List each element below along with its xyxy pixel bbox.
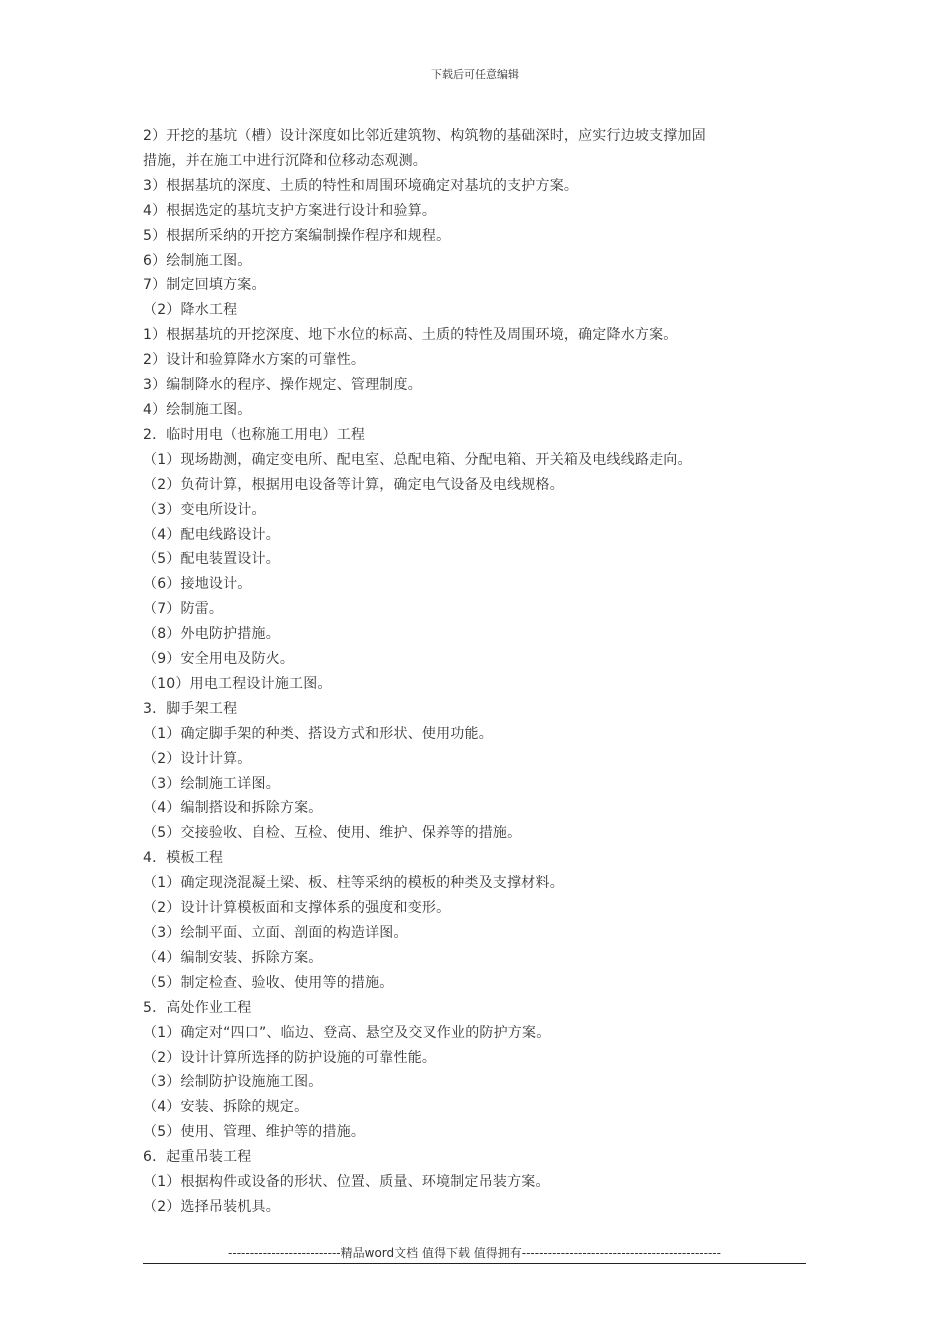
text-line: （4）编制搭设和拆除方案。	[143, 800, 323, 817]
text-line: （6）接地设计。	[143, 576, 252, 593]
text-line: （1）确定脚手架的种类、搭设方式和形状、使用功能。	[143, 725, 493, 742]
text-line: 1）根据基坑的开挖深度、地下水位的标高、土质的特性及周围环境，确定降水方案。	[143, 327, 678, 344]
text-line: 3）编制降水的程序、操作规定、管理制度。	[143, 377, 422, 394]
text-line: （2）负荷计算，根据用电设备等计算，确定电气设备及电线规格。	[143, 476, 564, 493]
section-heading: 6．起重吊装工程	[143, 1149, 252, 1166]
text-line: （4）编制安装、拆除方案。	[143, 949, 323, 966]
text-line: （5）制定检查、验收、使用等的措施。	[143, 974, 394, 991]
section-heading: 4．模板工程	[143, 850, 224, 867]
text-line: （1）现场勘测，确定变电所、配电室、总配电箱、分配电箱、开关箱及电线线路走向。	[143, 451, 692, 468]
footer-divider	[143, 1263, 806, 1264]
text-line: （1）确定对“四口”、临边、登高、悬空及交叉作业的防护方案。	[143, 1024, 551, 1041]
text-line: 3）根据基坑的深度、土质的特性和周围环境确定对基坑的支护方案。	[143, 177, 579, 194]
document-body	[143, 124, 823, 1220]
text-line: （1）根据构件或设备的形状、位置、质量、环境制定吊装方案。	[143, 1174, 550, 1191]
text-line: （2）选择吊装机具。	[143, 1198, 280, 1215]
text-line: 7）制定回填方案。	[143, 277, 266, 294]
text-line: （2）设计计算。	[143, 750, 252, 767]
text-line: （2）设计计算所选择的防护设施的可靠性能。	[143, 1049, 437, 1066]
text-line: （3）绘制防护设施施工图。	[143, 1074, 323, 1091]
text-line: （4）配电线路设计。	[143, 526, 280, 543]
text-line: 5）根据所采纳的开挖方案编制操作程序和规程。	[143, 227, 451, 244]
text-line: （3）绘制平面、立面、剖面的构造详图。	[143, 925, 408, 941]
text-line: （10）用电工程设计施工图。	[143, 675, 332, 692]
text-line: 2）开挖的基坑（槽）设计深度如比邻近建筑物、构筑物的基础深时，应实行边坡支撑加固	[143, 128, 706, 144]
section-heading: （2）降水工程	[143, 302, 238, 319]
header-note: 下载后可任意编辑	[431, 68, 519, 81]
text-line: （5）使用、管理、维护等的措施。	[143, 1124, 366, 1141]
text-line: 4）绘制施工图。	[143, 401, 252, 418]
text-line: 4）根据选定的基坑支护方案进行设计和验算。	[143, 202, 437, 219]
text-line: 6）绘制施工图。	[143, 252, 252, 269]
text-line: （5）配电装置设计。	[143, 551, 280, 568]
text-line: 2）设计和验算降水方案的可靠性。	[143, 352, 366, 369]
text-line: （8）外电防护措施。	[143, 626, 280, 643]
text-line: （9）安全用电及防火。	[143, 651, 295, 668]
text-line: （2）设计计算模板面和支撑体系的强度和变形。	[143, 900, 451, 917]
text-line: （1）确定现浇混凝土梁、板、柱等采纳的模板的种类及支撑材料。	[143, 875, 564, 892]
section-heading: 2．临时用电（也称施工用电）工程	[143, 426, 366, 443]
text-line: 措施，并在施工中进行沉降和位移动态观测。	[143, 152, 427, 169]
text-line: （3）绘制施工详图。	[143, 775, 280, 792]
text-line: （5）交接验收、自检、互检、使用、维护、保养等的措施。	[143, 825, 522, 842]
section-heading: 3．脚手架工程	[143, 700, 238, 717]
text-line: （4）安装、拆除的规定。	[143, 1099, 309, 1116]
footer-note: --------------------------精品word文档 值得下载 值得拥有----------------------------------------------	[228, 1246, 721, 1260]
text-line: （7）防雷。	[143, 601, 224, 618]
text-line: （3）变电所设计。	[143, 501, 266, 518]
section-heading: 5．高处作业工程	[143, 999, 252, 1016]
